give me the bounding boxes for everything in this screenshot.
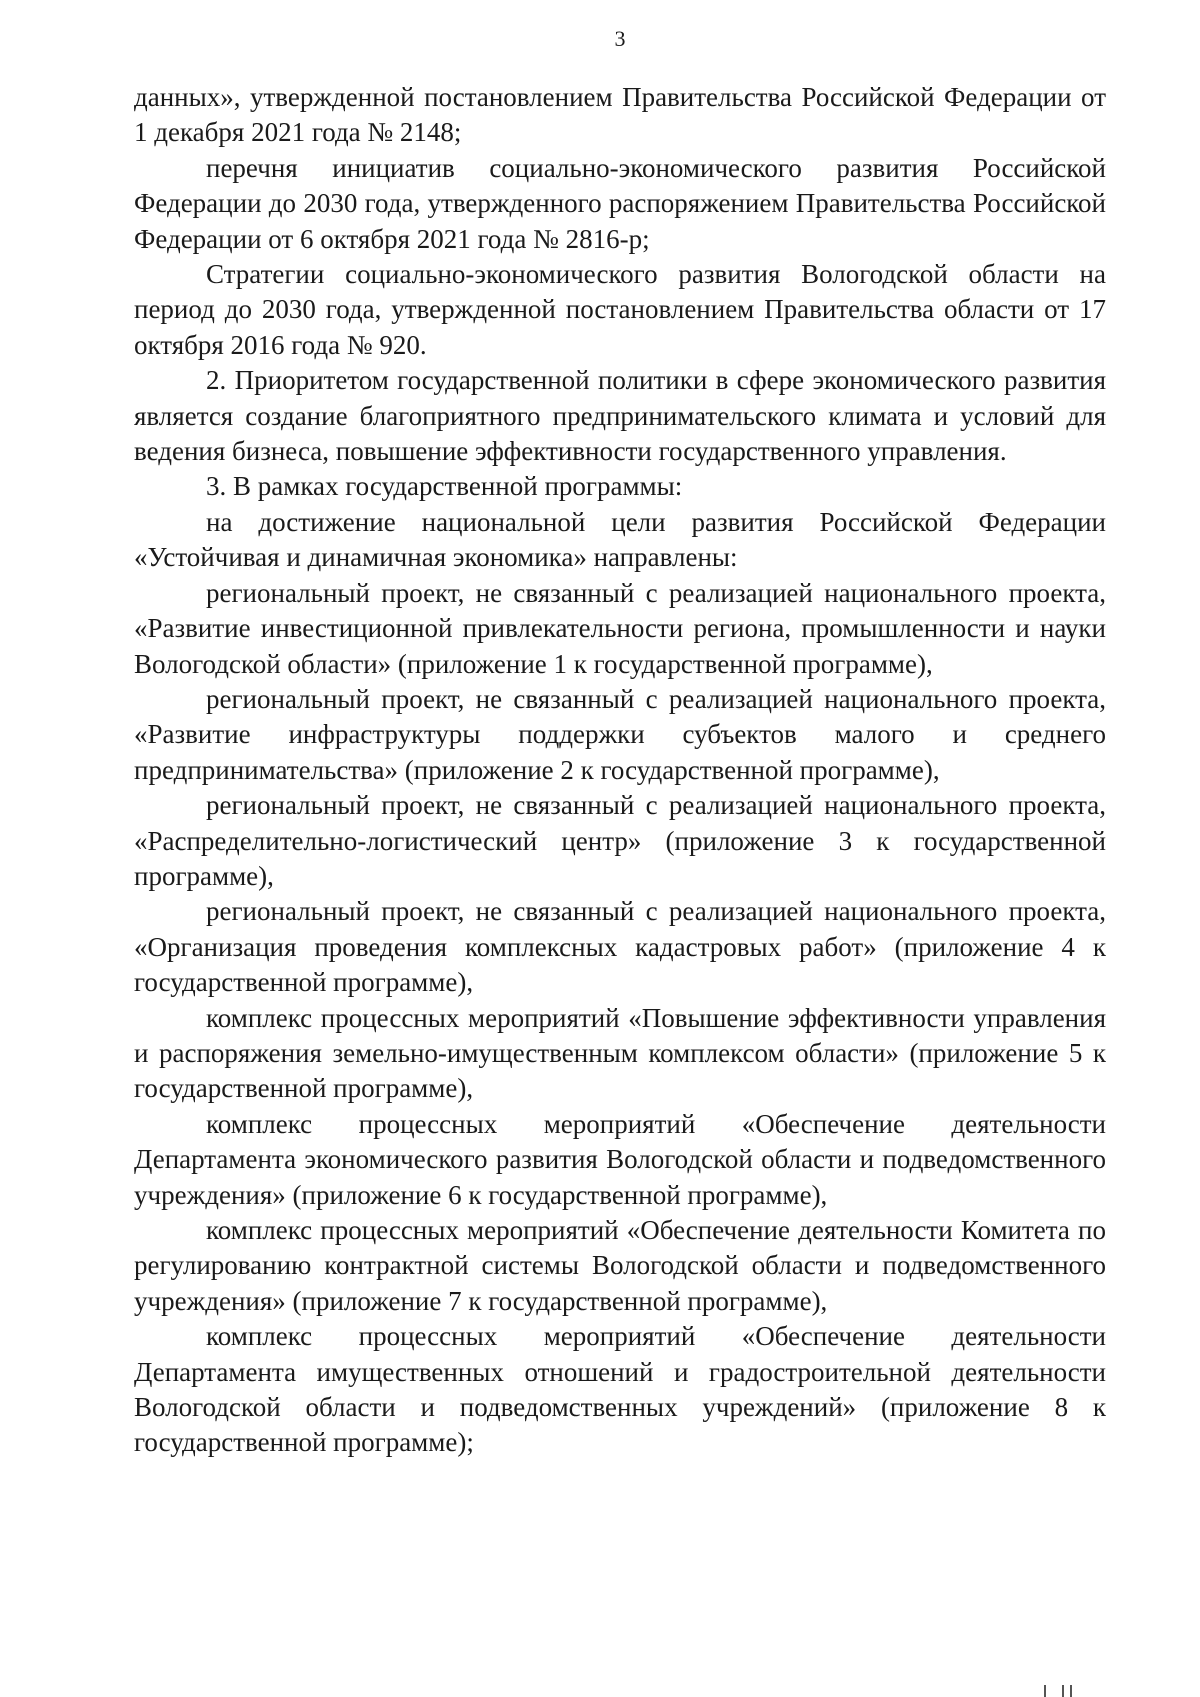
list-item-project-1: региональный проект, не связанный с реализацией национального проекта, «Развитие инвестиционной привлекательности региона, промышленности и науки Вологодской области» (приложение 1 к государственной программе), (134, 577, 1106, 679)
paragraph-regional-strategy: Стратегии социально-экономического развития Вологодской области на период до 2030 года, утвержденной постановлением Правительства области от 17 октября 2016 года № 920. (134, 259, 1106, 360)
list-item-project-2: региональный проект, не связанный с реализацией национального проекта, «Развитие инфраструктуры поддержки субъектов малого и среднего предпринимательства» (приложение 2 к государственной программе), (134, 683, 1106, 785)
paragraph-national-goal: на достижение национальной цели развития Российской Федерации «Устойчивая и динамичная экономика» направлены: (134, 506, 1106, 573)
page-number: 3 (614, 26, 626, 51)
list-item-complex-8: комплекс процессных мероприятий «Обеспечение деятельности Департамента имущественных отношений и градостроительной деятельности Вологодской области и подведомственных учреждений» (приложение 8 к государственной программе); (134, 1321, 1106, 1458)
paragraph-program-scope: 3. В рамках государственной программы: (206, 471, 683, 502)
list-item-complex-7: комплекс процессных мероприятий «Обеспечение деятельности Комитета по регулированию контрактной системы Вологодской области и подведомственного учреждения» (приложение 7 к государственной программе), (134, 1215, 1106, 1316)
list-item-project-3: региональный проект, не связанный с реализацией национального проекта, «Распределительно-логистический центр» (приложение 3 к государственной программе), (134, 790, 1106, 891)
list-item-project-4: региональный проект, не связанный с реализацией национального проекта, «Организация проведения комплексных кадастровых работ» (приложение 4 к государственной программе), (134, 896, 1106, 998)
paragraph-continuation: данных», утвержденной постановлением Правительства Российской Федерации от 1 декабря 2021 года № 2148; (134, 82, 1106, 148)
scan-edge-mark (1040, 1685, 1080, 1697)
paragraph-priority: 2. Приоритетом государственной политики в сфере экономического развития является создание благоприятного предпринимательского климата и условий для ведения бизнеса, повышение эффективности государственного управления. (134, 365, 1106, 467)
list-item-complex-5: комплекс процессных мероприятий «Повышение эффективности управления и распоряжения земельно-имущественным комплексом области» (приложение 5 к государственной программе), (134, 1002, 1106, 1104)
list-item-complex-6: комплекс процессных мероприятий «Обеспечение деятельности Департамента экономического развития Вологодской области и подведомственного учреждения» (приложение 6 к государственной программе), (134, 1108, 1106, 1210)
paragraph-initiatives-list: перечня инициатив социально-экономического развития Российской Федерации до 2030 года, утвержденного распоряжением Правительства Российской Федерации от 6 октября 2021 года № 2816-р; (134, 152, 1106, 254)
document-body (134, 80, 1106, 1461)
